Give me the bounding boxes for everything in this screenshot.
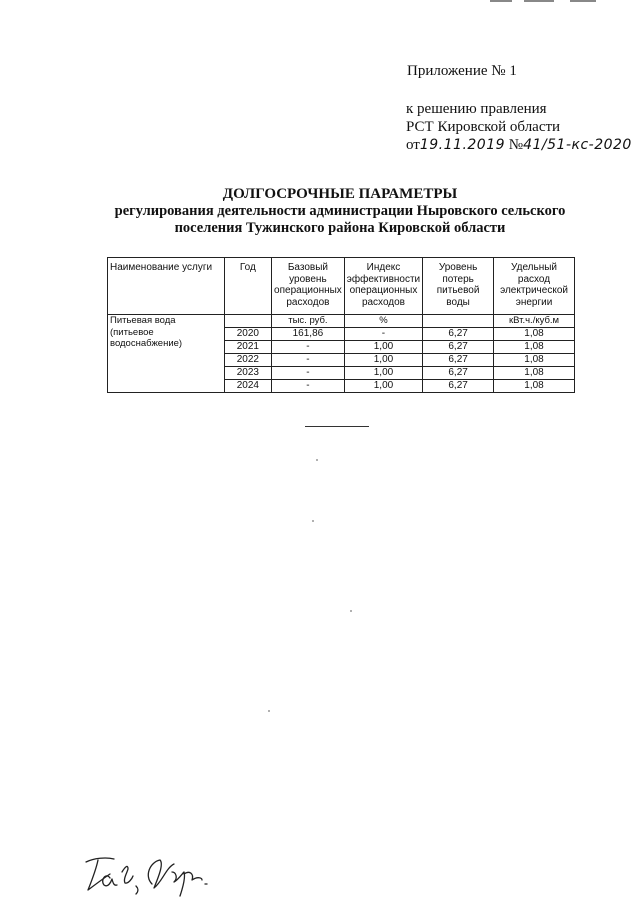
scan-top-marks (490, 0, 600, 4)
appendix-label: Приложение № 1 (407, 63, 517, 79)
cell-year: 2022 (224, 353, 271, 366)
header-year: Год (224, 258, 271, 315)
cell-water-losses: 6,27 (423, 340, 494, 353)
handwritten-signature (80, 848, 220, 898)
title-line-3: поселения Тужинского района Кировской области (174, 220, 506, 236)
table-header-row (108, 258, 575, 315)
decision-line-1: к решению правления (406, 101, 547, 117)
service-name: Питьевая вода (питьевое водоснабжение) (108, 315, 225, 393)
unit-base-level: тыс. руб. (272, 315, 345, 328)
cell-energy-consumption: 1,08 (494, 366, 575, 379)
cell-efficiency-index: 1,00 (344, 366, 422, 379)
scan-speck (312, 520, 314, 522)
header-energy-consumption: Удельный расход электрической энергии (494, 258, 575, 315)
cell-base-level: - (272, 353, 345, 366)
decision-number: 41/51-кс-2020 (523, 137, 632, 153)
table-units-row (108, 315, 575, 328)
cell-efficiency-index: - (344, 327, 422, 340)
document-title (100, 186, 580, 237)
scan-speck (350, 610, 352, 612)
cell-base-level: 161,86 (272, 327, 345, 340)
cell-water-losses: 6,27 (423, 379, 494, 392)
parameters-table (107, 257, 575, 393)
decision-prefix: от (406, 137, 420, 153)
header-efficiency-index: Индекс эффективности операционных расходов (344, 258, 422, 315)
cell-energy-consumption: 1,08 (494, 327, 575, 340)
cell-year: 2023 (224, 366, 271, 379)
unit-year (224, 315, 271, 328)
cell-energy-consumption: 1,08 (494, 353, 575, 366)
scan-speck (268, 710, 270, 712)
decision-reference (406, 100, 632, 154)
unit-energy-consumption: кВт.ч./куб.м (494, 315, 575, 328)
decision-line-2: РСТ Кировской области (406, 119, 561, 135)
cell-water-losses: 6,27 (423, 353, 494, 366)
cell-year: 2020 (224, 327, 271, 340)
header-base-level: Базовый уровень операционных расходов (272, 258, 345, 315)
cell-energy-consumption: 1,08 (494, 379, 575, 392)
cell-energy-consumption: 1,08 (494, 340, 575, 353)
cell-base-level: - (272, 366, 345, 379)
closing-rule (305, 426, 369, 427)
cell-water-losses: 6,27 (423, 327, 494, 340)
decision-date-line (406, 136, 632, 154)
cell-water-losses: 6,27 (423, 366, 494, 379)
unit-water-losses (423, 315, 494, 328)
decision-number-prefix: № (508, 137, 524, 153)
cell-efficiency-index: 1,00 (344, 353, 422, 366)
decision-date: 19.11.2019 (419, 137, 506, 153)
scan-speck (316, 459, 318, 461)
cell-year: 2021 (224, 340, 271, 353)
unit-efficiency-index: % (344, 315, 422, 328)
header-water-losses: Уровень потерь питьевой воды (423, 258, 494, 315)
header-service: Наименование услуги (108, 258, 225, 315)
cell-base-level: - (272, 379, 345, 392)
cell-year: 2024 (224, 379, 271, 392)
cell-efficiency-index: 1,00 (344, 340, 422, 353)
title-line-2: регулирования деятельности администрации Ныровского сельского (114, 203, 566, 219)
cell-base-level: - (272, 340, 345, 353)
title-line-1: ДОЛГОСРОЧНЫЕ ПАРАМЕТРЫ (222, 186, 458, 202)
cell-efficiency-index: 1,00 (344, 379, 422, 392)
